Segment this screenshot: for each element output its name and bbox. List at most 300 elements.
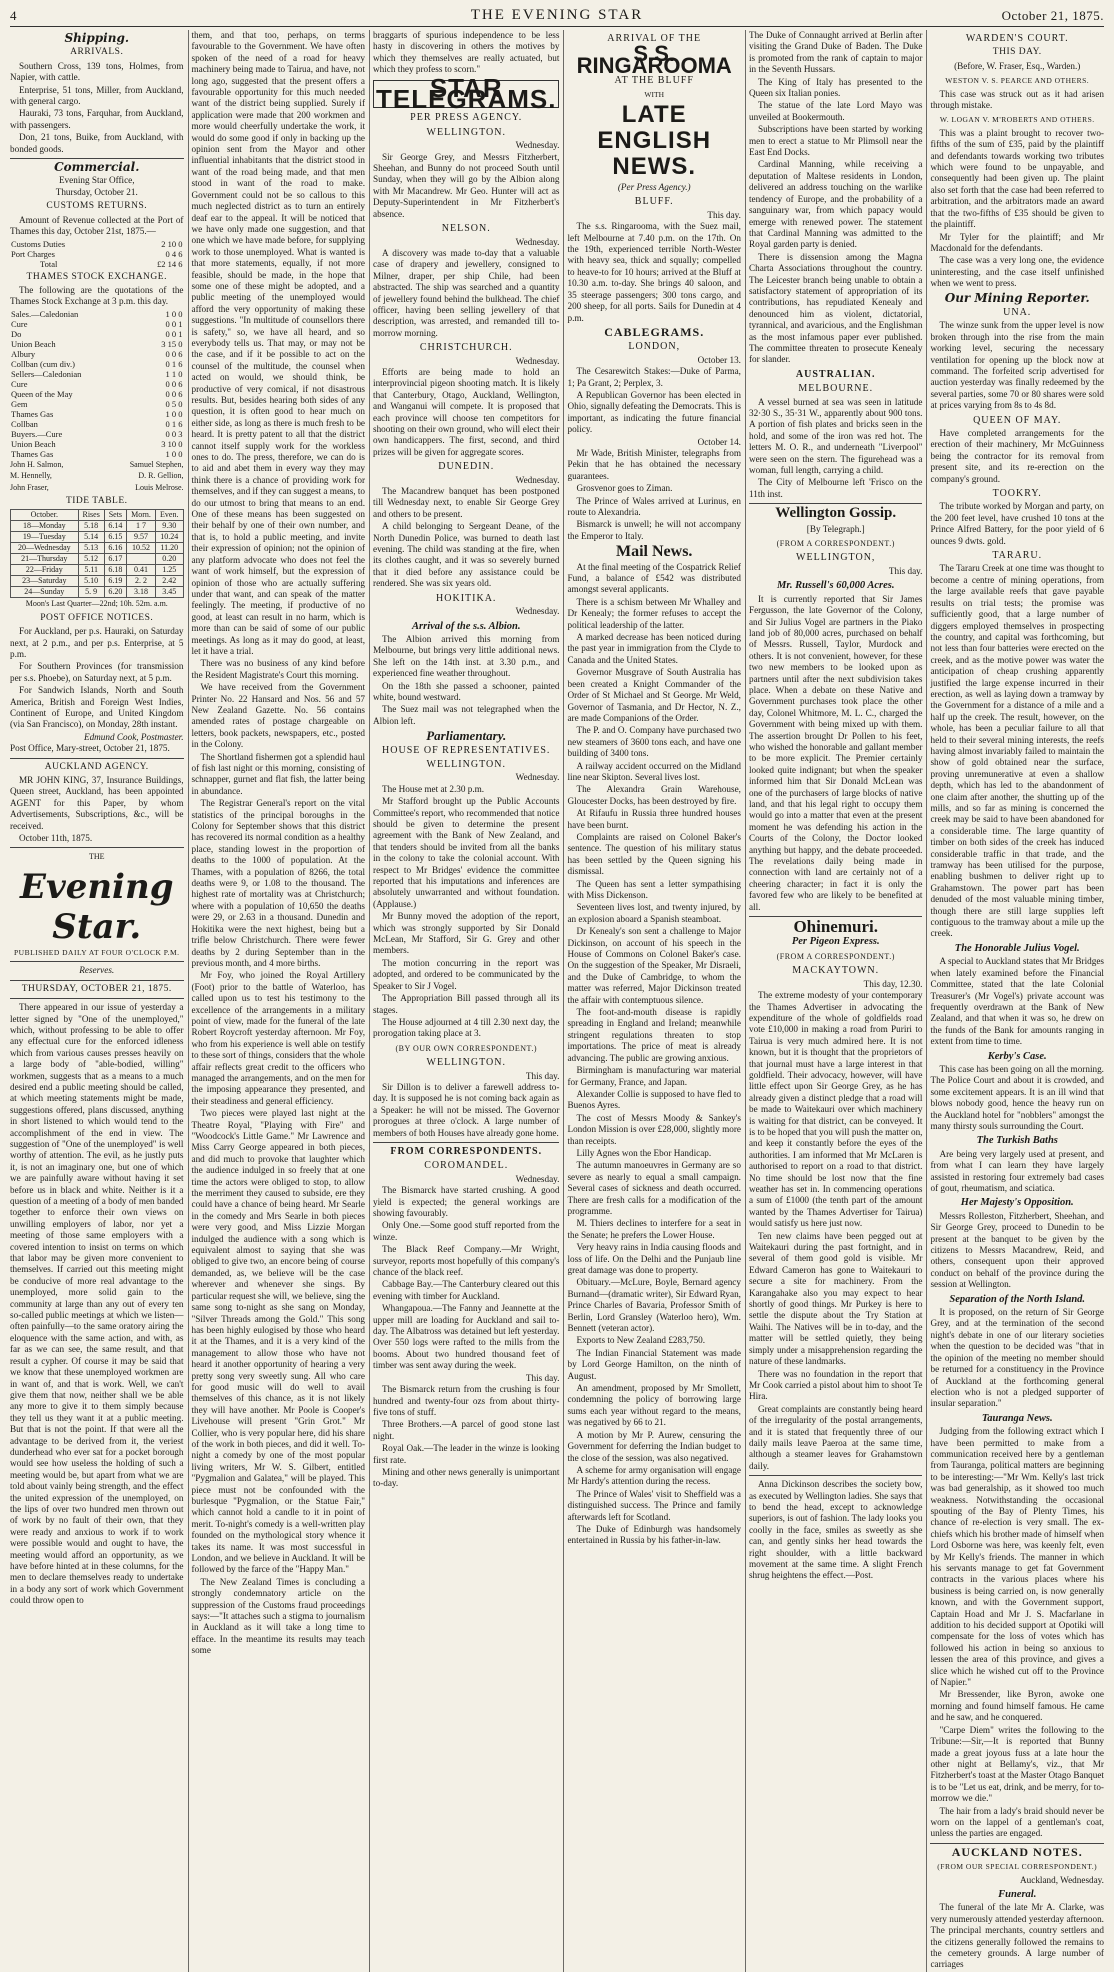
table-row: Customs Duties 2 10 0 <box>11 238 183 249</box>
news-paragraph: The Registrar General's report on the vital statistics of the principal boroughs in the Colony for September shows that this district has recovered its normal condition as a healthy place, standing lowest in the proportion of deaths to the 1000 of population. At the Thames, with a population of 8266, the total deaths were 9, or 1.08 to the thousand. The highest rate of mortality was at Christchurch; where with a population of 10,650 the deaths were 29, or 2.63 in a thousand. Dunedin and Hokitika were the next highest, being but a trifle below Christchurch. There were fewer deaths by 2 during September than in the previous month, and 4 more births. <box>191 798 366 968</box>
dateline: COROMANDEL. <box>424 1160 509 1172</box>
stock-name: Buyers.—Cure <box>11 428 63 439</box>
table-cell: 1.25 <box>156 565 183 576</box>
stock-price: 0 1 6 <box>165 358 183 369</box>
table-cell: 5.11 <box>78 565 104 576</box>
agency-text: MR JOHN KING, 37, Insurance Buildings, Queen street, Auckland, has been appointed AGENT for this Paper, by whom Advertisements, Subscriptions, &c., will be received. <box>10 775 184 831</box>
albion-heading: Arrival of the s.s. Albion. <box>412 620 521 632</box>
news-paragraph: Great complaints are constantly being heard of the irregularity of the postal arrangements, and it is stated that frequently three of our daily mails leave Paeroa at the same time, although a steamer leaves for Grahamstown daily. <box>748 1403 923 1471</box>
stock-name: Collban (cum div.) <box>11 358 75 369</box>
parliament-text: The motion concurring in the report was adopted, and ordered to be communicated by the Speaker to Sir J Vogel. <box>373 957 560 991</box>
tide-table <box>10 509 184 598</box>
telegram-text: Sir George Grey, and Messrs Fitzherbert, Sheehan, and Bunny do not proceed South until Sunday, when they will go by the Albion along with Mr Macandrew. Mr Geo. Hunter will act as Deputy-Superintendent in Mr Fitzherbert's absence. <box>373 151 560 219</box>
telegram-text: On the 18th she passed a schooner, painted white, bound westward. <box>373 680 560 702</box>
warden-day: THIS DAY. <box>992 47 1042 58</box>
dateline-day: Wednesday. <box>515 474 560 485</box>
stock-signatures: M. Hennelly, D. R. Gellion, <box>10 471 184 481</box>
mining-text: The tribute worked by Morgan and party, on the 200 feet level, have crushed 10 tons at the Prince Alfred Battery, for the poor yield of 6 ounces 9 dwts. gold. <box>930 501 1104 546</box>
table-cell: 0.20 <box>156 554 183 565</box>
telegram-text: Royal Oak.—The leader in the winze is looking first rate. <box>373 1443 560 1465</box>
table-cell: 1 7 <box>127 521 156 532</box>
table-cell: 5.14 <box>78 532 104 543</box>
dateline-day: Wednesday. <box>515 140 560 151</box>
stock-name: Do <box>11 328 22 339</box>
mail-item: A motion by Mr P. Aurew, censuring the Government for deferring the Indian budget to the close of the session, was also negatived. <box>567 1429 741 1463</box>
gossip-heading: Wellington Gossip. <box>775 505 897 522</box>
divider <box>10 980 184 981</box>
table-cell: 2. 2 <box>127 576 156 587</box>
with-line: WITH <box>644 89 664 99</box>
news-paragraph: This case has been going on all the morning. The Police Court and about it is crowded, and some excitement appears. It is an ill wind that blows nobody good, hence the heavy run on the Auckland hotel for "nobblers" amongst the many thirsty souls surrounding the Court. <box>930 1063 1104 1131</box>
page-number: 4 <box>10 8 17 23</box>
divider <box>930 1843 1104 1844</box>
tide-footnote: Moon's Last Quarter—22nd; 10h. 52m. a.m. <box>25 599 168 609</box>
shipping-heading: Shipping. <box>64 31 130 45</box>
news-paragraph: It is proposed, on the return of Sir George Grey, and at the termination of the second night's debate in one of our literary societies when the question to be decided was "that in the opinion of the meeting no member should be returned for a constituency in the Province of Auckland at the forthcoming general election who is not a pledged supporter of insular separation." <box>930 1307 1104 1409</box>
mail-item: At the final meeting of the Cospatrick Relief Fund, a balance of £542 was distributed amongst several applicants. <box>567 561 741 595</box>
office-date: Thursday, October 21. <box>55 186 138 197</box>
column-header: Morn. <box>127 510 156 521</box>
table-row <box>10 399 184 409</box>
leader-continued: them, and that too, perhaps, on terms favourable to the Government. We have often spoken of the need of a road for heavy machinery being made to Tairua, and have, not long ago, suggested that the present offers a favourable opportunity for this much needed want of the district being supplied. Surely if application were made that 200 workmen and more would cheerfully undertake the work, it would do some good if only in backing up the opinion sent from the Mayor and other influential inhabitants that the district stood in want of the road being made, and that men stood in want of the road to make. Government could not be so callous to this much neglected district as to turn an entirely deaf ear to the appeal. It will be noticed that we have only made one suggestion, and that one which we have made before, for supplying work to those unemployed. What is wanted is that more statements, equally, if not more feasible, should be made, in the hope that some one of these might be adopted, and a public meeting of the unemployed would afford the very opportunity of making these suggestions. "In multitude of counsellors there is safety," so, we have all heard, and so everybody tells us. That may, or may not be the case, and if it be possible to act on the counsel of the multitude, the counsel when acted on would, we should think, be productive of very comical, if not disastrous results. But, besides hearing both sides of any question, it is often good to hear much on either side, as long as there is much fresh to be heard. It is pretty patent to all that the district cannot itself supply work for the workless ones to do. The press, therefore, we can do is to aid and abet them in every way they may think there is a chance of providing work for themselves, and if they can suggest a means, to do our utmost to bring that means to an end. One of these means has been suggested on their behalf by one of their own number, and that is, to hold a public meeting, and invite their expression of opinion; not the opinion of any platform advocate who does not feel the want of work himself, but the expression of opinion of those who are actually suffering under that want, and can speak of the matter feelingly. The meeting, if productive of no good, at least can result in no harm, which is more than can be said of some of our public meetings. As long as it may do good, at least, let it have a trial. <box>191 30 366 656</box>
table-row <box>10 389 184 399</box>
parliament-text: The House adjourned at 4 till 2.30 next day, the prorogation taking place at 3. <box>373 1016 560 1039</box>
news-paragraph: "Carpe Diem" writes the following to the Tribune:—Sir,—It is reported that Bunny made a great joyous fuss at a late hour the other night at Bellamy's, viz., that Mr Fitzherbert's toast at the Master Otago Banquet is to be "Let us eat, drink, and be merry, for to-morrow we die." <box>930 1724 1104 1804</box>
dateline-day: This day. <box>525 1372 560 1383</box>
arrival-item: Southern Cross, 139 tons, Holmes, from Napier, with cattle. <box>10 60 184 83</box>
stock-price: 3 15 0 <box>161 338 183 349</box>
separation-heading: Separation of the North Island. <box>949 1293 1086 1305</box>
table-cell: 18—Monday <box>11 521 79 532</box>
mail-item: Complaints are raised on Colonel Baker's sentence. The question of his military status has been settled by the Queen signing his dismissal. <box>567 831 741 877</box>
dateline-day: October 13. <box>697 354 741 365</box>
dateline-day: Wednesday. <box>515 1173 560 1184</box>
ohinemuri-heading: Ohinemuri. <box>793 917 878 937</box>
stock-price: 0 0 1 <box>165 318 183 329</box>
table-row <box>11 543 184 554</box>
ship-name: S.S. RINGAROOMA <box>576 41 732 78</box>
parliament-text: Mr Bunny moved the adoption of the report, which was strongly supported by Sir Donald McLean, Mr Stafford, Sir G. Grey and other members. <box>373 911 560 956</box>
stock-signatures: John H. Salmon, Samuel Stephen, <box>10 459 184 469</box>
table-cell: 9.57 <box>127 532 156 543</box>
page-header <box>10 4 1104 27</box>
dateline: MELBOURNE. <box>798 383 874 395</box>
mail-news-heading: Mail News. <box>616 543 693 561</box>
table-row <box>10 339 184 349</box>
cable-item: A Republican Governor has been elected in Ohio, signally defeating the Democrats. This is important, as indicating the future financial policy. <box>567 389 741 435</box>
table-row <box>10 439 184 449</box>
table-row <box>11 587 184 598</box>
post-signature: Edmund Cook, Postmaster. <box>83 731 184 742</box>
correspondent-line: (BY OUR OWN CORRESPONDENT.) <box>395 1043 537 1053</box>
table-row <box>11 554 184 565</box>
table-cell: 3.18 <box>127 587 156 598</box>
table-cell: 6.20 <box>104 587 126 598</box>
table-cell: 3.45 <box>156 587 183 598</box>
stock-name: Union Beach <box>11 438 56 449</box>
house-heading: HOUSE OF REPRESENTATIVES. <box>382 744 551 756</box>
stock-price: 0 0 6 <box>165 378 183 389</box>
news-paragraph: A special to Auckland states that Mr Bridges when lately examined before the Financial Committee, stated that the late Colonial Treasurer's (Mr Vogel's) private account was frequently overdrawn at the Bank of New Zealand, and that when it was so, he drew on the funds of the Bank for amounts ranging in extent from time to time. <box>930 956 1104 1047</box>
mining-text: Have completed arrangements for the erection of their machinery, Mr McGuinness being the contractor for its removal from present site, and its re-erection on the company's ground. <box>930 428 1104 484</box>
stock-name: Union Beach <box>11 338 56 349</box>
mail-item: At Rifaufu in Russia three hundred houses have been burnt. <box>567 808 741 830</box>
dateline-day: Wednesday. <box>515 355 560 366</box>
case-title: W. LOGAN V. M'ROBERTS AND OTHERS. <box>939 115 1095 125</box>
dateline: WELLINGTON. <box>426 1057 506 1069</box>
dateline-day: This day, 12.30. <box>863 978 923 989</box>
post-date: Post Office, Mary-street, October 21, 1875. <box>10 743 170 754</box>
dateline: HOKITIKA. <box>436 592 497 604</box>
parliament-text: The House met at 2.30 p.m. <box>382 783 485 794</box>
stock-name: Queen of the May <box>11 388 73 399</box>
table-cell: 5.10 <box>78 576 104 587</box>
news-paragraph: There was no foundation in the report that Mr Cook carried a pistol about him to shoot Te Hira. <box>748 1368 923 1402</box>
table-cell: 19—Tuesday <box>11 532 79 543</box>
agency-line: (Per Press Agency.) <box>617 182 691 193</box>
arrivals-heading: ARRIVALS. <box>70 47 124 58</box>
table-cell: 6.18 <box>104 565 126 576</box>
correspondents-heading: FROM CORRESPONDENTS. <box>390 1145 543 1157</box>
telegram-text: Only One.—Some good stuff reported from the winze. <box>373 1220 560 1242</box>
masthead-the: THE <box>88 852 105 862</box>
post-item: For Southern Provinces (for transmission per s.s. Phoebe), on Saturday next, at 5 p.m. <box>10 661 184 683</box>
telegrams-heading: STAR TELEGRAMS. <box>373 80 559 109</box>
stock-price: 1 1 0 <box>165 368 183 379</box>
divider <box>373 1142 559 1143</box>
divider <box>10 758 184 759</box>
mine-name: QUEEN OF MAY. <box>973 414 1062 426</box>
mail-item: Very heavy rains in India causing floods and loss of life. On the Delhi and the Punjaub line great damage was done to property. <box>567 1242 741 1275</box>
column-header: Even. <box>156 510 183 521</box>
stock-name: Gem <box>11 398 28 409</box>
news-paragraph: The New Zealand Times is concluding a strongly condemnatory article on the suppression of the Customs fraud proceedings says:—"It attaches such a stigma to journalism in Auckland as it will take a long time to efface. In the meantime its results may teach some <box>191 1576 366 1656</box>
pigeon-heading: Per Pigeon Express. <box>791 936 880 948</box>
news-paragraph: Are being very largely used at present, and from what I can learn they have largely assisted in restoring four extremely bad cases of gout, rheumatism, and sciatica. <box>930 1148 1104 1193</box>
telegram-text: A discovery was made to-day that a valuable case of drapery and jewellery, consigned to Milner, draper, per ship Chile, had been abstracted. The ship was searched and a quantity of jewellery found behind the bulkhead. The chief officer, having been selling jewellery of that description, was arrested, and remanded till to-morrow morning. <box>373 247 560 338</box>
news-paragraph: There was no business of any kind before the Resident Magistrate's Court this morning. <box>191 658 366 680</box>
table-cell: 5.12 <box>78 554 104 565</box>
dateline: WELLINGTON. <box>426 758 506 770</box>
mail-item: Dr Kenealy's son sent a challenge to Major Dickinson, on account of his speech in the House of Commons on Colonel Baker's case. On the suggestion of the Speaker, Mr Disraeli, and the Duke of Cambridge, to whom the matter was referred, Major Dickinson treated the affair with contemptuous silence. <box>567 926 741 1005</box>
table-cell: 21—Thursday <box>11 554 79 565</box>
mail-item: The Duke of Edinburgh was handsomely entertained in Russia by his father-in-law. <box>567 1523 741 1546</box>
tauranga-heading: Tauranga News. <box>981 1412 1053 1424</box>
opposition-heading: Her Majesty's Opposition. <box>960 1197 1074 1209</box>
table-row <box>10 329 184 339</box>
warden-before: (Before, W. Fraser, Esq., Warden.) <box>954 60 1081 71</box>
column-header: Rises <box>78 510 104 521</box>
news-paragraph: The extreme modesty of your contemporary the Thames Advertiser in advocating the expenditure of the whole of goldfields road vote £10,000 in making a road from Puriri to Tairua is very much admired here. It is not known, but it is thought that the proprietors of that journal must have a large interest in that goldfield. Their advocacy, however, will have little effect upon Sir George Grey, as he has already given a distinct pledge that a road will be made to Waitekauri over which machinery is waiting for that district, can be conveyed. It is to be hoped that you will push the matter on, and keep it constantly before the eyes of the authorities. I am informed that Mr McLaren is authorised to report on a road to that district. No time should be lost now that the fine weather has set in. In commencing operations a sum of £1000 (the tenth part of the amount wanted by the Thames Advertiser for Tairua) would satisfy us here just now. <box>748 990 923 1229</box>
news-paragraph: Mr Foy, who joined the Royal Artillery (Foot) prior to the battle of Waterloo, has called upon us to test his testimony to the excellence of the arrangements in a military point of view, made for the funeral of the late Robert Roycroft yesterday afternoon. Mr Foy, who from his experience is well able on testify to these sort of things, considers that the whole affair reflects great credit to the officers who managed the arrangements, and on the men for the imposing appearance they presented, and their steadiness and general efficiency. <box>191 970 366 1106</box>
news-paragraph: Mr Bressender, like Byron, awoke one morning and found himself famous. He came and he saw, and he conquered. <box>930 1689 1104 1723</box>
mail-item: M. Thiers declines to interfere for a seat in the Senate; he prefers the Lower House. <box>567 1218 741 1240</box>
mail-item: The Queen has sent a letter sympathising with Miss Dickenson. <box>567 878 741 900</box>
tide-heading: TIDE TABLE. <box>65 495 128 506</box>
table-cell: 5.18 <box>78 521 104 532</box>
mail-item: A marked decrease has been noticed during the past year in immigration from the Clyde to Canada and the United States. <box>567 632 741 665</box>
australian-heading: AUSTRALIAN. <box>795 368 876 380</box>
stock-price: 0 0 1 <box>165 328 183 339</box>
parliamentary-heading: Parliamentary. <box>426 728 507 744</box>
masthead-subtitle: PUBLISHED DAILY AT FOUR O'CLOCK P.M. <box>14 947 180 957</box>
court-text: This was a plaint brought to recover two-fifths of the sum of £35, paid by the plaintiff and defendants towards working two tributes which were found to be unpayable, and consequently had been given up. The plaint also set forth that the case had been referred to arbitration, and the arbitrators made an award that the two-fifths of £35 should be given to the plaintiff. <box>930 127 1104 230</box>
telegram-text: A child belonging to Sergeant Deane, of the North Dunedin Police, was burned to death last evening. The child was standing at the fire, when its clothes caught, and it was so severely burned that it died before any assistance could be rendered. She was six years old. <box>373 521 560 589</box>
table-cell: 6.17 <box>104 554 126 565</box>
table-row <box>10 379 184 389</box>
table-cell: 9.30 <box>156 521 183 532</box>
table-cell: 6.19 <box>104 576 126 587</box>
news-paragraph: The funeral of the late Mr A. Clarke, was very numerously attended yesterday afternoon. The principal merchants, country settlers and the citizens generally followed the remains to the cemetery grounds. A large number of carriages <box>930 1902 1104 1970</box>
dateline: MACKAYTOWN. <box>792 965 880 977</box>
mail-item: The statue of the late Lord Mayo was unveiled at Bookermouth. <box>748 100 923 122</box>
parliament-text: The Appropriation Bill passed through all its stages. <box>373 993 560 1015</box>
stock-price: 0 0 6 <box>165 348 183 359</box>
table-row: Total £2 14 6 <box>40 258 183 269</box>
mail-item: The Indian Financial Statement was made by Lord George Hamilton, on the ninth of August. <box>567 1347 741 1381</box>
table-row <box>10 349 184 359</box>
mining-heading: Our Mining Reporter. <box>944 290 1090 305</box>
russell-heading: Mr. Russell's 60,000 Acres. <box>776 580 895 592</box>
post-item: For Auckland, per p.s. Hauraki, on Saturday next, at 2 p.m., and per p.s. Enterprise, at 5 p.m. <box>10 626 184 659</box>
agency-heading: AUCKLAND AGENCY. <box>44 761 149 772</box>
dateline: BLUFF. <box>634 196 674 208</box>
court-text: Mr Tyler for the plaintiff; and Mr Macdonald for the defendants. <box>930 231 1104 253</box>
divider <box>10 847 184 848</box>
mail-item: Birmingham is manufacturing war material for Germany, France, and Japan. <box>567 1065 741 1087</box>
mining-text: The Tararu Creek at one time was thought to become a centre of mining operations, from the large available reefs that gave payable results on trial tests; the promise was sufficiently good, that a large number of diggers employed themselves in prospecting the country, and capital was forthcoming, but not less than four batteries were erected on the creek, and as the motive power was water the anticipation of cheap crushing apparently justified the large expense incurred in their erection, as well as laying down a tramway by the Government for a distance of a mile and a half up the creek. The result, however, on the whole, has been a peculiar failure to all that held to their several mining interests, the reefs having almost invariably failed to maintain the show of gold obtained near the surface, proving unremunerative at even a shallow depth, which has led to the abandonment of one claim after another, the shutting up of the mills, and so far as mining is concerned the creek may be said to have been abandoned for a considerable time. The large quantity of timber on both sides of the creek has induced considerable traffic in that trade, and the tramway has been utilised for the purpose, enabling bushmen to deliver right up to Grahamstown. The power part has been denuded of the most valuable mining timber, though there are still large supplies left contiguous to the tramway about a mile up the creek. <box>930 563 1104 939</box>
table-cell: 23—Saturday <box>11 576 79 587</box>
column-2 <box>192 30 366 1972</box>
mail-item: An amendment, proposed by Mr Smollett, condemning the policy of borrowing large sums each year without regard to the means, was negatived by 66 to 21. <box>567 1383 741 1428</box>
column-header: Sets <box>104 510 126 521</box>
news-paragraph: Ten new claims have been pegged out at Waitekauri during the past fortnight, and in several of them good gold is visible. Mr Edward Cameron has gone to Waitekauri to secure a site for machinery. From the Karangahake also you may expect to hear shortly of good things. Mr Purkey is here to settle the dispute about the Try Station at Waihi. The Natives will be in to-day, and the matter will be settled quietly, they being simply under a misapprehension regarding the nature of these landmarks. <box>748 1230 923 1367</box>
news-paragraph: A vessel burned at sea was seen in latitude 32·30 S., 35·31 W., apparently about 900 tons. A portion of fish plates and bricks seen in the hold, and some of the iron was red hot. The letters M. O. R., and underneath "Liverpool" were seen on the stern. The figurehead was a woman, full length, carrying a child. <box>748 396 923 476</box>
news-paragraph: Two pieces were played last night at the Theatre Royal, "Playing with Fire" and "Woodcock's Little Game." Mr Lawrence and Miss Carry George appeared in both pieces, and did much to provoke that laughter which the audience indulged in so freely that at one time the actors were obliged to stop, to allow the merriment they caused to subside, ere they could have a chance of being heard. Mr Searle in the comedy and Mrs Searle in both pieces were very good, and Miss Lizzie Morgan indulged the audience with a song which is equivalent almost to saying that she was obliged to give two, an encore being of course demanded, as, we believe will be the case wherever and whenever she sings. By particular request she will, we believe, sing the same song to-night as she sang on Monday, "Silver Threads among the Gold." This song has been highly eulogised by those who heard it at the Thames, and it is a very kind of the management to allow those who have not heard it another opportunity of hearing a very pretty song very sweetly sung. All who care for good music will do well to avail themselves of this chance, as it is not likely they will have another. Mr Poole is Cooper's Livehouse will present "Grin Grot." Mr Collier, who is very popular here, did his share of the work in both pieces, and did it well. To-night a comedy by one of the most popular living writers, Mr W. S. Gilbert, entitled "Pygmalion and Galatea," will be played. This piece must not be confounded with the burlesque "Pygmalion, or the Statue Fair," which cannot hold a candle to it in point of merit. To-night's comedy is a well-written play founded on the mythological story whence it takes its name. It was most successful in London, and we believe in Auckland. It will be followed by the farce of the "Happy Man." <box>191 1108 366 1575</box>
correspondent-line: (FROM A CORRESPONDENT.) <box>776 951 895 961</box>
arrival-line: ARRIVAL OF THE <box>607 33 702 44</box>
agency-date: October 11th, 1875. <box>19 833 93 844</box>
table-row <box>11 521 184 532</box>
dateline-day: October 14. <box>697 436 741 447</box>
table-cell: 6.14 <box>104 521 126 532</box>
dateline-day: Wednesday. <box>515 772 560 783</box>
mail-item: Governor Musgrave of South Australia has been created a Knight Commander of the Order of St Michael and St George. Mr Weld, Governor of Tasmania, and Dr Hector, N. Z., are made Companions of the Order. <box>567 667 741 723</box>
stock-text: The following are the quotations of the Thames Stock Exchange at 3 p.m. this day. <box>10 284 184 307</box>
table-row: Port Charges 0 4 6 <box>11 248 183 259</box>
telegram-text: The Albion arrived this morning from Melbourne, but brings very little additional news. She left on the 14th inst. at 3.30 p.m., and experienced fine weather throughout. <box>373 633 560 679</box>
cable-item: The Prince of Wales arrived at Lurinus, en route to Alexandria. <box>567 495 741 517</box>
arrival-item: Hauraki, 73 tons, Farquhar, from Auckland, with passengers. <box>10 108 184 130</box>
stock-name: Albury <box>11 348 36 359</box>
cable-item: Mr Wade, British Minister, telegraphs from Pekin that he has obtained the necessary guarantees. <box>567 447 741 481</box>
table-cell: 0.41 <box>127 565 156 576</box>
arrival-item: Enterprise, 51 tons, Miller, from Auckland, with general cargo. <box>10 84 184 107</box>
stock-heading: THAMES STOCK EXCHANGE. <box>26 271 167 282</box>
correspondent-line: (FROM OUR SPECIAL CORRESPONDENT.) <box>937 1862 1098 1872</box>
mail-item: Seventeen lives lost, and twenty injured, by an explosion aboard a Spanish steamboat. <box>567 902 741 924</box>
dateline: DUNEDIN. <box>438 461 495 473</box>
mail-item: There is a schism between Mr Whalley and Dr Kenealy; the former refuses to accept the political leadership of the latter. <box>567 596 741 630</box>
divider <box>10 158 184 159</box>
table-row <box>11 565 184 576</box>
stock-name: Cure <box>11 318 28 329</box>
dateline: NELSON. <box>441 223 491 235</box>
stock-price: 1 0 0 <box>165 408 183 419</box>
table-cell: 6.15 <box>104 532 126 543</box>
stock-price: 0 0 3 <box>165 428 183 439</box>
leader-paragraph: There appeared in our issue of yesterday a letter signed by "One of the unemployed," which, without professing to be able to offer any effectual cure for the enforced idleness which from various causes presses heavily on a large body of "able-bodied, willing" workmen, suggests that as a means to a much desired end a public meeting should be called, at which meeting statements might be made, suggestions offered, plans discussed, anything in short listened to which would tend to the accomplishment of the end in view. The suggestion of "One of the unemployed" is well worthy of attention. The evil, as he justly puts it, is not an imaginary one, but one of which we are painfully aware without having it set before us in black and white. Neither is it a question of a meeting of a body of men banded together to enforce their own views on unwilling employers of labor, nor yet a meeting of those same employers with a covered intention to insist on terms on which that labor may be given more convenient to themselves. If carried out this meeting might be conducive of more real advantage to the unemployed, more solid gain to the community at large than any out of every ten so-called public meetings at which we listen—often painfully—to the same oratory airing the eloquence with the same action, and with, as far as we can see, the same result, and that result a cypher. Of course it may be said that we know that these unemployed workmen are in want of, and that is work. Well, we can't give them that now, neither shall we be able any more to give it to them simply because they tell us they want it at a public meeting. But that is not the point. If that were all the advantage to be derived from it, the veriest dunderhead who ever sat for a pocket borough would see how useless the holding of such a meeting would be, but apart from what we are told about vainly being strength, and the effect the united expression of the unemployed, on the lips of over two hundred men thrown out of work by no fault of their own, that they were ready and anxious to work if to work were possible would and ought to have, the meeting would afford an opportunity, as we have before hinted at in these columns, for the men to declare themselves ready to undertake in a body any sort of work which Government could throw open to <box>10 1002 184 1606</box>
table-row <box>10 359 184 369</box>
divider <box>749 1475 923 1476</box>
stock-name: Sales.—Caledonian <box>11 308 79 319</box>
cable-item: Grosvenor goes to Ziman. <box>576 483 673 494</box>
table-cell: 24—Sunday <box>11 587 79 598</box>
dateline: CHRISTCHURCH. <box>419 342 513 354</box>
stock-price: 0 0 6 <box>165 388 183 399</box>
case-title: WESTON V. S. PEARCE AND OTHERS. <box>945 76 1090 86</box>
telegram-text: Efforts are being made to hold an interprovincial pigeon shooting match. It is likely that Canterbury, Otago, Auckland, Wellington, and Wanganui will compete. It is proposed that each province will choose ten competitors for shooting on their own ground, who will elect their own handicappers. The first, second, and third prizes will be given for aggregate scores. <box>373 366 560 457</box>
table-cell <box>127 554 156 565</box>
table-cell: 11.20 <box>156 543 183 554</box>
bluff-line: AT THE BLUFF <box>614 75 694 87</box>
news-paragraph: Messrs Rolleston, Fitzherbert, Sheehan, and Sir George Grey, proceed to Dunedin to be present at the banquet to be given by the citizens to Messrs Macandrew, Reid, and others, consequent upon their approved conduct on behalf of the province during the session at Wellington. <box>930 1210 1104 1290</box>
mine-name: UNA. <box>1003 306 1032 318</box>
table-cell: 20—Wednesday <box>11 543 79 554</box>
mail-item: The Duke of Connaught arrived at Berlin after visiting the Grand Duke of Baden. The Duke is promoted from the rank of captain to major in the Seventh Hussars. <box>748 30 923 75</box>
table-header-row <box>11 510 184 521</box>
news-paragraph: Anna Dickinson describes the society bow, as executed by Wellington ladies. She says that to bend the head, except to acknowledge superiors, is out of fashion. The lady looks you coolly in the face, smiles as sweetly as she can, and gently sinks her head towards the right shoulder, with a little backward movement at the same time. A slight French shrug heightens the effect.—Post. <box>748 1479 923 1581</box>
telegram-text: Mining and other news generally is unimportant to-day. <box>373 1466 560 1489</box>
dateline: LONDON, <box>628 341 681 353</box>
reserved-label: Reserves. <box>79 965 115 976</box>
mining-text: The winze sunk from the upper level is now broken through into the rise from the main working level, securing the necessary ventilation for opening up the block now at command. The forfeited scrip advertised for auction yesterday was finally redeemed by the several parties, some 70 or 80 shares were sold at prices varying from 8s to 4s 8d. <box>930 320 1104 411</box>
funeral-heading: Funeral. <box>998 1888 1037 1900</box>
news-paragraph: The Shortland fishermen got a splendid haul of fish last night or this morning, consisting of schnapper, gurnet and flat fish, the latter being in abundance. <box>191 751 366 796</box>
mail-item: Lilly Agnes won the Ebor Handicap. <box>576 1147 712 1158</box>
news-paragraph: It is currently reported that Sir James Fergusson, the late Governor of the Colony, and Sir Julius Vogel are partners in the Piako land job of 80,000 acres, purchased on behalf of Messrs. Russell, Taylor, Murdock and others. It is not convenient, however, for these two new members to be looked upon as partners until after the next subdivision takes place. When a debate on these Native and Government purchases took place the other day, Colonel Whitmore, M. L. C., charged the Government with being mixed up with them. The assertion brought Dr Pollen to his feet, who wished the honorable and gallant member to be more explicit. The Premier certainly looked quite indignant; but when the speaker informed him that Sir Donald McLean was one of the purchasers of large blocks of native land, and that his legal right to occupy them would go into a matter that even at the present moment he was defending his action in the Courts of the Colony, the Doctor looked anything but happy, and the debate proceeded. The revelations daily being made in connection with land are certainly not of a cheering character; in fact it is only the favored few who are likely to be benefited at all. <box>748 593 923 912</box>
mail-item: Subscriptions have been started by working men to erect a statue to Mr Plimsoll near the East End Docks. <box>748 124 923 158</box>
mail-item: A scheme for army organisation will engage Mr Hardy's attention during the recess. <box>567 1464 741 1487</box>
news-paragraph: We have received from the Government Printer No. 22 Hansard and Nos. 56 and 57 New Zealand Gazette. No. 56 contains amended rates of postage chargeable on letters, book packets, newspapers, etc., posted in the Colony. <box>191 682 366 750</box>
arrival-item: Don, 21 tons, Buike, from Auckland, with bonded goods. <box>10 132 184 154</box>
dateline-day: This day. <box>888 565 923 576</box>
stock-signatures: John Fraser, Louis Melrose. <box>10 482 184 492</box>
telegram-text: Sir Dillon is to deliver a farewell address to-day. It is supposed he is not coming back again as a Speaker: he will not be missed. The Governor prorogues at three o'clock. A large number of members of both Houses have already gone home. <box>373 1081 560 1138</box>
telegram-text: Cabbage Bay.—The Canterbury cleared out this evening with timber for Auckland. <box>373 1279 560 1301</box>
telegram-text: The Macandrew banquet has been postponed till Wednesday next, to enable Sir George Grey and others to be present. <box>373 486 560 519</box>
column-6 <box>930 30 1104 1972</box>
table-cell: 10.52 <box>127 543 156 554</box>
table-row <box>10 409 184 419</box>
telegram-text: The Bismarck have started crushing. A good yield is expected; the general workings are showing favourably. <box>373 1185 560 1218</box>
mail-item: There is dissension among the Magna Charta Associations throughout the country. The Leicester branch being unable to obtain a satisfactory statement of appropriation of its contributions, has repudiated Kenealy and denounced him as violent, dictatorial, tyrannical, and avaricious, and the Englishman as the most infamous paper ever published. The committee threaten to prosecute Kenealy for slander. <box>748 251 923 365</box>
mail-item: A railway accident occurred on the Midland line near Skipton. Several lives lost. <box>567 760 741 782</box>
dateline-day: Auckland, Wednesday. <box>1020 1874 1104 1885</box>
table-row <box>10 429 184 439</box>
mail-item: The autumn manoeuvres in Germany are so severe as nearly to equal a small campaign. Several cases of sickness and death occurred. There are fresh calls for a modification of the programme. <box>567 1160 741 1216</box>
table-row <box>10 369 184 379</box>
customs-text: Amount of Revenue collected at the Port of Thames this day, October 21st, 1875.— <box>10 214 184 237</box>
table-row <box>10 419 184 429</box>
stock-table <box>10 309 184 459</box>
dateline: WELLINGTON. <box>426 126 506 138</box>
stock-price: 1 0 0 <box>165 448 183 459</box>
table-cell: 22—Friday <box>11 565 79 576</box>
stock-name: Collban <box>11 418 38 429</box>
mail-item: Obituary.—McLure, Boyle, Bernard agency Burnand—(dramatic writer), Sir Edward Ryan, Prince Charles of Bavaria, Professor Smith of Berlin, Lord Gransley (Waterloo hero), Wm. Bennett (veteran actor). <box>567 1277 741 1334</box>
late-news-heading: LATE ENGLISH NEWS. <box>597 101 712 181</box>
table-cell: 6.16 <box>104 543 126 554</box>
telegram-text: Three Brothers.—A parcel of good stone last night. <box>373 1419 560 1441</box>
customs-heading: CUSTOMS RETURNS. <box>46 201 148 212</box>
column-1 <box>10 30 184 1972</box>
news-paragraph: The City of Melbourne left 'Frisco on the 11th inst. <box>748 477 923 499</box>
column-header: October. <box>11 510 79 521</box>
masthead-title: Evening Star. <box>20 866 174 947</box>
mail-item: Cardinal Manning, while receiving a deputation of Maltese residents in London, delivered an address touching on the warlike tendency of Europe, and the probability of a sanguinary war, from which papacy would emerge with renewed power. The statement that Cardinal Manning was admitted to the Royal garden party is denied. <box>748 159 923 250</box>
post-item: For Sandwich Islands, North and South America, British and Foreign West Indies, Continent of Europe, and United Kingdom (via San Francisco), on Monday, 28th instant. <box>10 685 184 730</box>
issue-date: October 21, 1875. <box>1001 8 1104 23</box>
customs-table <box>10 239 184 269</box>
kirby-heading: Kerby's Case. <box>987 1050 1047 1062</box>
post-heading: POST OFFICE NOTICES. <box>40 612 154 623</box>
stock-price: 3 10 0 <box>161 438 183 449</box>
table-row <box>11 532 184 543</box>
auckland-notes-heading: AUCKLAND NOTES. <box>951 1844 1083 1859</box>
table-row <box>10 309 184 319</box>
court-text: The case was a very long one, the evidence uninteresting, and the case itself unfinished when we went to press. <box>930 255 1104 289</box>
stock-name: Thames Gas <box>11 408 54 419</box>
news-paragraph: braggarts of spurious independence to be less hasty in discovering in others the motives by which they themselves are really actuated, but which they profess to scorn." <box>373 30 560 75</box>
mail-item: Alexander Collie is supposed to have fled to Buenos Ayres. <box>567 1088 741 1111</box>
mine-name: TOOKRY. <box>992 488 1042 500</box>
vogel-heading: The Honorable Julius Vogel. <box>954 942 1080 954</box>
cable-item: Bismarck is unwell; he will not accompany the Emperor to Italy. <box>567 519 741 541</box>
commercial-heading: Commercial. <box>54 160 140 175</box>
column-3 <box>373 30 559 1972</box>
news-paragraph: The s.s. Ringarooma, with the Suez mail, left Melbourne at 7.40 p.m. on the 17th. On the 19th, experienced terrible North-Wester with heavy sea, thick and squally; compelled to heave-to for 10 hours; arrived at the Bluff at 10.30 a.m. to-day. She brings 40 saloon, and 35 steerage passengers; 300 tons cargo, and 200 sheep, for all ports. Sails for Dunedin at 4 p.m. <box>567 221 741 323</box>
telegram-text: The Suez mail was not telegraphed when the Albion left. <box>373 704 560 726</box>
mail-item: The King of Italy has presented to the Queen six Italian ponies. <box>748 76 923 99</box>
stock-price: 1 0 0 <box>165 308 183 319</box>
gossip-telegraph: [By Telegraph.] <box>806 523 865 534</box>
column-4 <box>567 30 741 1972</box>
dateline-day: Wednesday. <box>515 606 560 617</box>
stock-name: Cure <box>11 378 28 389</box>
court-text: This case was struck out as it had arisen through mistake. <box>930 88 1104 111</box>
mail-item: Exports to New Zealand £283,750. <box>576 1335 706 1346</box>
dateline: WELLINGTON, <box>796 552 876 564</box>
stock-price: 0 1 6 <box>165 418 183 429</box>
dateline-day: This day. <box>707 209 741 220</box>
telegram-text: The Bismarck return from the crushing is four hundred and twenty-four ozs from about thirty-five tons of stuff. <box>373 1384 560 1417</box>
mail-item: The cost of Messrs Moody & Sankey's London Mission is over £28,000, slightly more than receipts. <box>567 1112 741 1146</box>
news-paragraph: Judging from the following extract which I have been permitted to make from a communication received here by a gentleman from Tauranga, political matters are beginning to be interesting:—"Mr Wm. Kelly's last trick was bad generalship, as it showed too much weakness. Notwithstanding the occasional spouting of the Bay of Plenty Times, his chance of re-election is very small. The ex-chiefs which his brother made of himself when Lord Osborne was here, was keenly felt, even by Mr Kelly's friends. The manner in which his servants manage to get fat Government contracts in the various places where his business is being carried on, is now generally known, and with the Government support, Captain Hoad and Mr J. S. Macfarlane in addition to his decided support at Opotiki will compensate for the loss of votes which has followed his action in being so anxious to lessen the area of this province, and gives a slice which he wished cut off to the Province of Napier." <box>930 1426 1104 1688</box>
telegram-text: The Black Reef Company.—Mr Wright, surveyor, reports most hopefully of this company's chance of the black reef. <box>373 1244 560 1278</box>
correspondent-line: (FROM A CORRESPONDENT.) <box>776 539 895 549</box>
divider <box>10 961 184 962</box>
newspaper-columns <box>10 30 1104 1970</box>
dateline-day: Wednesday. <box>515 236 560 247</box>
news-paragraph: The hair from a lady's braid should never be worn on the lappel of a gentleman's coat, unless the parties are engaged. <box>930 1805 1104 1839</box>
mail-item: The P. and O. Company have purchased two new steamers of 3600 tons each, and have one building of 3400 tons. <box>567 725 741 759</box>
table-row <box>10 449 184 459</box>
dateline-day: This day. <box>525 1070 560 1081</box>
mine-name: TARARU. <box>992 550 1043 562</box>
parliament-text: Mr Stafford brought up the Public Accounts Committee's report, who recommended that notice should be given to determine the present agreement with the Bank of New Zealand, and that tenders should be invited from all the banks in the colony to take the colonial account. With respect to Mr Bridges' evidence the committee reported that his imputations and inferences are absolutely unwarranted and without foundation. (Applause.) <box>373 796 560 909</box>
stock-name: Sellers—Caledonian <box>11 368 82 379</box>
